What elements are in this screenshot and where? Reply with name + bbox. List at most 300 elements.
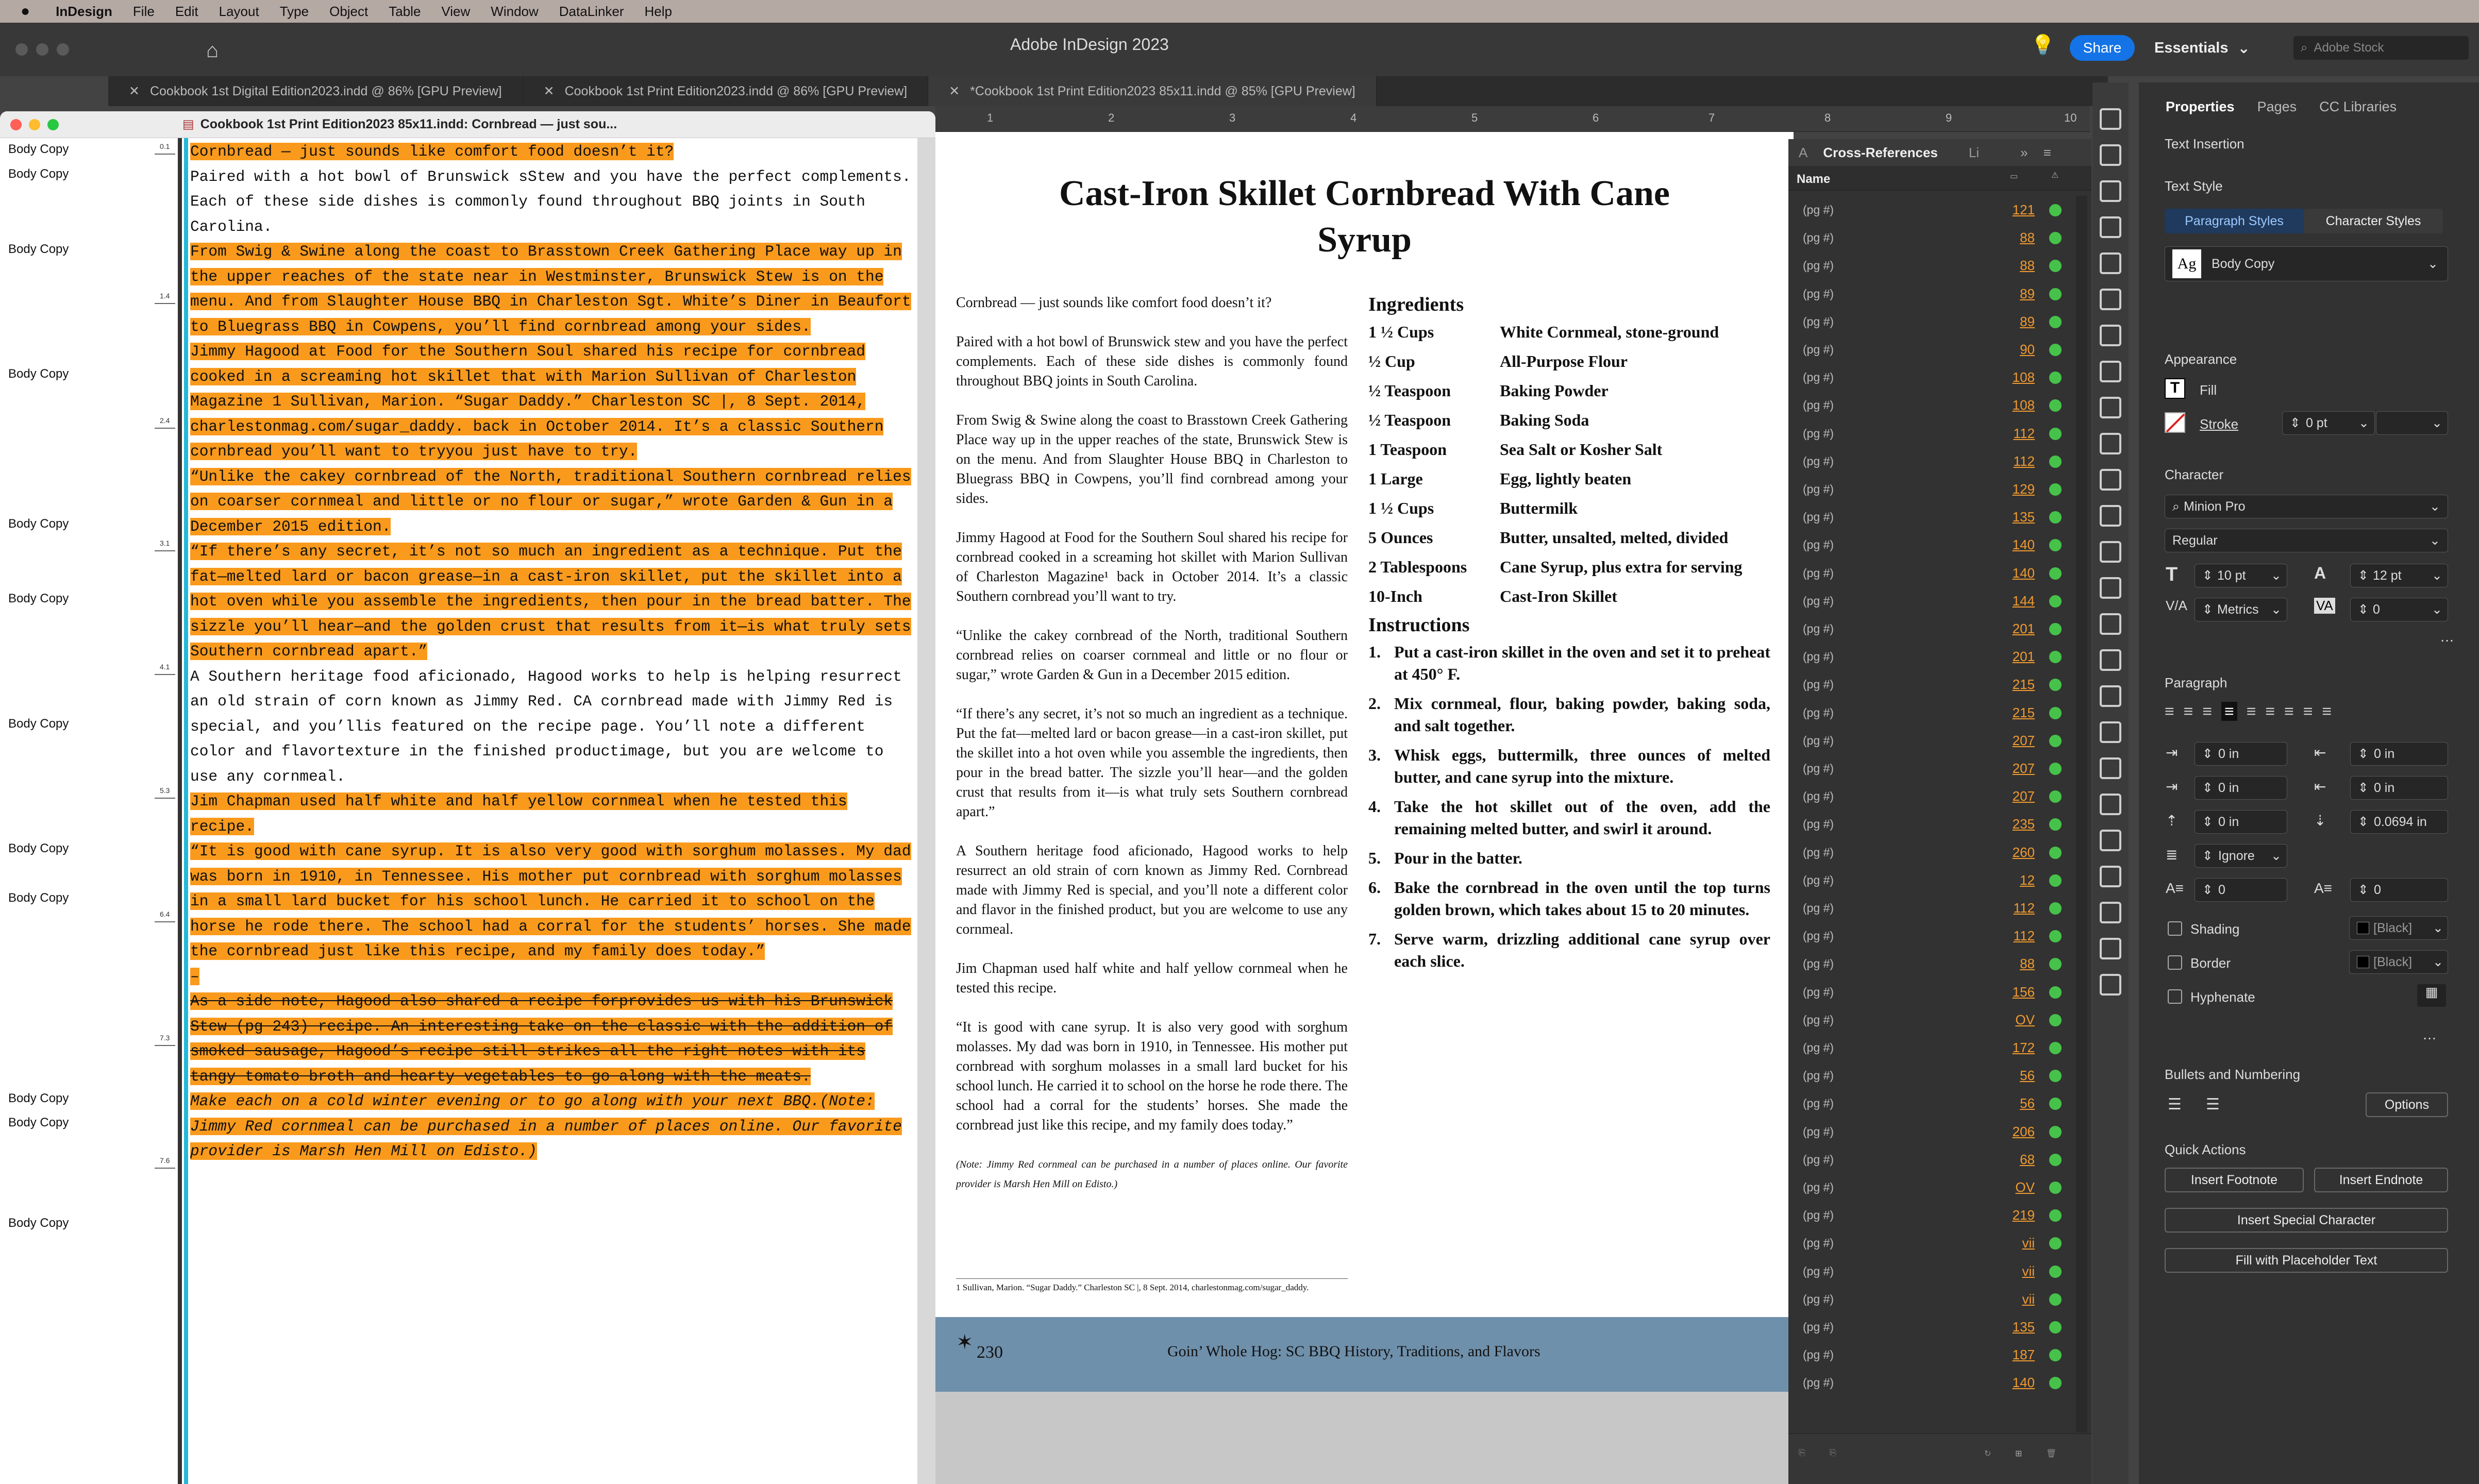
border-checkbox[interactable] [2168, 955, 2182, 970]
new-icon[interactable]: ⊞ [2015, 1449, 2022, 1458]
menu-datalinker[interactable]: DataLinker [559, 3, 624, 19]
story-paragraph-text: – [190, 967, 199, 985]
xref-page-link[interactable]: 207 [2012, 788, 2035, 804]
trash-icon[interactable]: 🗑 [2046, 1449, 2057, 1458]
home-icon[interactable]: ⌂ [206, 39, 219, 62]
xref-scrollbar[interactable] [2076, 196, 2087, 1432]
drop-cap-lines-icon: A≡ [2166, 880, 2184, 896]
name-column-label: Name [1797, 172, 1831, 186]
stock-placeholder: Adobe Stock [2314, 41, 2384, 55]
share-button[interactable]: Share [2070, 35, 2135, 61]
xref-row[interactable] [1788, 866, 2074, 895]
chevron-down-icon: ⌄ [2271, 568, 2282, 583]
stroke-icon[interactable] [2100, 180, 2121, 202]
xref-page-link[interactable]: 121 [2012, 202, 2035, 217]
xref-page-link[interactable]: 112 [2013, 928, 2035, 944]
stepper-icon[interactable]: ⇕ [2358, 781, 2369, 795]
status-ok-icon [2049, 399, 2062, 412]
body-paragraph: Paired with a hot bowl of Brunswick stew and you have the perfect complements. Each of these side dishes is commonly found throughout BBQ joints in South Carolina. [956, 334, 1348, 389]
space-before: 0 in [2218, 814, 2239, 829]
drop-cap-chars: 0 [2373, 882, 2381, 897]
depth-mark: 5.3 [160, 786, 170, 795]
xref-row[interactable] [1788, 1034, 2074, 1063]
xref-row[interactable] [1788, 810, 2074, 839]
more-options-icon[interactable]: … [2422, 1026, 2437, 1042]
align-grid-dropdown[interactable] [2195, 844, 2287, 868]
xref-row[interactable] [1788, 1313, 2074, 1342]
xref-page-link[interactable]: 88 [2020, 230, 2035, 246]
xref-page-link[interactable]: 201 [2012, 649, 2035, 665]
drop-cap-chars-field[interactable] [2350, 878, 2448, 902]
align-icon[interactable] [2100, 433, 2121, 454]
space-before-field[interactable] [2195, 810, 2287, 834]
xref-row[interactable] [1788, 559, 2074, 588]
xref-page-link[interactable]: 88 [2020, 258, 2035, 274]
xref-row[interactable] [1788, 308, 2074, 336]
instruction-step [1368, 847, 1770, 869]
xref-page-link[interactable]: OV [2015, 1011, 2035, 1027]
stepper-icon[interactable]: ⇕ [2290, 416, 2301, 430]
xref-row[interactable] [1788, 503, 2074, 532]
xref-row[interactable] [1788, 1257, 2074, 1286]
fill-placeholder-button[interactable]: Fill with Placeholder Text [2165, 1248, 2448, 1273]
xref-page-link[interactable]: 108 [2012, 369, 2035, 385]
xref-page-link[interactable]: 90 [2020, 342, 2035, 357]
xref-label: (pg #) [1803, 1152, 1834, 1166]
xref-row[interactable] [1788, 224, 2074, 252]
drop-cap-lines-field[interactable] [2195, 878, 2287, 902]
xref-page-link[interactable]: 89 [2020, 285, 2035, 301]
close-icon[interactable]: ✕ [543, 84, 555, 98]
numbered-list-icon[interactable]: ☰ [2206, 1096, 2220, 1113]
xref-row[interactable] [1788, 782, 2074, 811]
xref-label: (pg #) [1803, 482, 1834, 496]
story-paragraph-text: “If there’s any secret, it’s not so much an ingredient as a technique. Put the fat—melted lard or bacon grease—in a cast-iron skillet, put the skillet into a hot oven while you assemble the ingredients, then pour in the bread batter. The sizzle you’ll hear—and the golden crust that results from it—is what truly sets Southern cornbread apart.” [190, 543, 911, 660]
step-number: 2. [1368, 694, 1381, 713]
xref-row[interactable] [1788, 615, 2074, 644]
ingredient-item: Buttermilk [1500, 499, 1578, 517]
refresh-icon[interactable]: ↻ [1984, 1449, 1991, 1458]
stepper-icon[interactable]: ⇕ [2202, 602, 2213, 617]
cell-styles-icon[interactable] [2100, 757, 2121, 779]
close-icon[interactable]: ✕ [949, 84, 960, 98]
xref-row[interactable] [1788, 643, 2074, 671]
story-paragraph-text: As a side note, Hagood also shared a recipe forprovides us with his Brunswick Stew (pg 243) recipe. An interesting take on the classic with the addition of smoked sausage, Hagood’s recipe still strikes all the right notes with its tangy tomato broth and hearty vegetables to go along with the meats. [190, 992, 893, 1085]
xref-page-link[interactable]: 112 [2013, 453, 2035, 469]
xref-page-link[interactable]: 135 [2012, 509, 2035, 525]
xref-row[interactable] [1788, 1089, 2074, 1118]
more-options-icon[interactable]: … [2440, 629, 2454, 645]
track-changes-icon[interactable] [2100, 902, 2121, 923]
xref-page-link[interactable]: 112 [2013, 425, 2035, 441]
xref-page-link[interactable]: vii [2022, 1263, 2035, 1279]
character-styles-toggle[interactable]: Character Styles [2304, 209, 2443, 233]
stepper-icon[interactable]: ⇕ [2358, 815, 2369, 829]
first-line-indent-field[interactable] [2195, 776, 2287, 800]
xref-row[interactable] [1788, 1006, 2074, 1035]
text-wrap-icon[interactable] [2100, 397, 2121, 418]
page-bottom-bleed [935, 1392, 1794, 1484]
xref-row[interactable] [1788, 1229, 2074, 1258]
align-spine-icon[interactable]: ≡ [2303, 702, 2313, 720]
close-dot[interactable] [10, 119, 22, 130]
space-after-field[interactable] [2350, 810, 2448, 834]
app-title: Adobe InDesign 2023 [1010, 35, 1169, 54]
menu-object[interactable]: Object [329, 3, 368, 19]
justify-center-icon[interactable]: ≡ [2246, 702, 2256, 720]
character-styles-icon[interactable] [2100, 505, 2121, 527]
tab-cross-references[interactable]: Cross-References [1823, 144, 1938, 160]
xref-row[interactable] [1788, 699, 2074, 728]
leading-field[interactable] [2350, 564, 2448, 587]
lightbulb-icon[interactable]: 💡 [2031, 35, 2055, 56]
last-line-indent: 0 in [2373, 780, 2395, 795]
stepper-icon[interactable]: ⇕ [2202, 849, 2213, 863]
recipe-frame[interactable] [1368, 292, 1770, 980]
stepper-icon[interactable]: ⇕ [2358, 568, 2369, 583]
story-paragraph [190, 164, 915, 240]
story-paragraph-text: Cornbread — just sounds like comfort food doesn’t it? [190, 143, 674, 160]
xref-row[interactable] [1788, 950, 2074, 979]
scripts-icon[interactable] [2100, 866, 2121, 887]
xref-page-link[interactable]: OV [2015, 1179, 2035, 1195]
xref-page-link[interactable]: vii [2022, 1235, 2035, 1251]
xref-row[interactable] [1788, 419, 2074, 448]
status-ok-icon [2049, 1209, 2062, 1222]
style-label: Body Copy [8, 517, 69, 531]
font-family-dropdown[interactable] [2165, 495, 2448, 518]
status-ok-icon [2049, 428, 2062, 440]
tab-print-edition[interactable] [523, 76, 929, 106]
xref-row[interactable] [1788, 727, 2074, 755]
links-icon[interactable] [2100, 144, 2121, 166]
ingredient-row [1368, 435, 1770, 464]
stepper-icon[interactable]: ⇕ [2202, 781, 2213, 795]
menu-help[interactable]: Help [644, 3, 672, 19]
right-indent: 0 in [2373, 746, 2395, 761]
xref-row[interactable] [1788, 280, 2074, 309]
conditional-text-icon[interactable] [2100, 974, 2121, 996]
story-text-area[interactable] [188, 138, 915, 1484]
story-paragraph [190, 789, 915, 839]
stock-search[interactable] [2293, 36, 2469, 60]
shading-color-dropdown[interactable] [2349, 916, 2448, 940]
xref-page-link[interactable]: 215 [2012, 704, 2035, 720]
menu-view[interactable]: View [441, 3, 471, 19]
body-paragraph: “Unlike the cakey cornbread of the North, traditional Southern cornbread relies on coarser cornmeal and little or no flour or sugar,” wrote Garden & Gun in a December 2015 edition. [956, 628, 1348, 683]
xref-row[interactable] [1788, 922, 2074, 951]
layout-page[interactable] [935, 132, 1794, 1484]
footer-title: Goin’ Whole Hog: SC BBQ History, Traditions, and Flavors [1167, 1343, 1540, 1360]
xref-page-link[interactable]: 144 [2012, 593, 2035, 609]
tab-pages[interactable]: Pages [2257, 98, 2297, 114]
xref-label: (pg #) [1803, 1264, 1834, 1278]
xref-page-link[interactable]: 206 [2012, 1123, 2035, 1139]
xref-row[interactable] [1788, 1118, 2074, 1146]
status-ok-icon [2049, 1182, 2062, 1194]
minimize-dot[interactable] [29, 119, 40, 130]
link-icon[interactable]: ⎘ [1799, 1448, 1805, 1457]
font-style-dropdown[interactable] [2165, 529, 2448, 552]
tab-properties[interactable]: Properties [2166, 98, 2235, 114]
menu-file[interactable]: File [132, 3, 155, 19]
xref-page-link[interactable]: 12 [2020, 872, 2035, 888]
xref-page-link[interactable]: 140 [2012, 565, 2035, 581]
xref-page-link[interactable]: 201 [2012, 621, 2035, 636]
xref-page-link[interactable]: 140 [2012, 537, 2035, 553]
xref-label: (pg #) [1803, 650, 1834, 664]
last-line-indent-icon: ⇤ [2314, 779, 2326, 795]
xref-row[interactable] [1788, 1369, 2074, 1397]
justify-all-icon[interactable]: ≡ [2284, 702, 2294, 720]
layers-icon[interactable] [2100, 108, 2121, 130]
minimize-dot[interactable] [36, 43, 48, 56]
panel-menu-icon[interactable]: ≡ [2043, 144, 2051, 160]
kerning-field[interactable] [2195, 598, 2287, 621]
font-style: Regular [2172, 533, 2218, 548]
ingredient-row [1368, 523, 1770, 552]
justify-right-icon[interactable]: ≡ [2265, 702, 2275, 720]
panel-expand-icon[interactable]: » [2020, 144, 2028, 160]
spellcheck-icon[interactable] [2100, 794, 2121, 815]
zoom-dot[interactable] [47, 119, 59, 130]
xref-page-link[interactable]: 68 [2020, 1151, 2035, 1167]
gutter-divider [178, 138, 182, 1484]
stroke-swatch[interactable] [2165, 412, 2185, 433]
style-label: Body Copy [8, 1116, 69, 1129]
xref-row[interactable] [1788, 335, 2074, 364]
datalinker-icon[interactable] [2100, 938, 2121, 959]
insert-endnote-button[interactable]: Insert Endnote [2314, 1168, 2448, 1192]
status-ok-icon [2049, 930, 2062, 942]
chevron-down-icon: ⌄ [2237, 40, 2250, 57]
cc-libraries-icon[interactable] [2100, 361, 2121, 382]
font-size-field[interactable] [2195, 564, 2287, 587]
insert-footnote-button[interactable]: Insert Footnote [2165, 1168, 2304, 1192]
ingredient-row [1368, 317, 1770, 347]
xref-page-link[interactable]: 187 [2012, 1347, 2035, 1363]
xref-label: (pg #) [1803, 454, 1834, 468]
xref-row[interactable] [1788, 1061, 2074, 1090]
ingredient-amount: 1 Large [1368, 469, 1423, 488]
story-scrollbar[interactable] [917, 138, 935, 1484]
xref-page-link[interactable]: 207 [2012, 761, 2035, 776]
xref-row[interactable] [1788, 251, 2074, 280]
menu-type[interactable]: Type [279, 3, 309, 19]
xref-page-link[interactable]: 207 [2012, 732, 2035, 748]
menu-edit[interactable]: Edit [175, 3, 198, 19]
tab-a[interactable]: A [1799, 144, 1808, 160]
xref-label: (pg #) [1803, 957, 1834, 971]
chevron-down-icon: ⌄ [2432, 602, 2442, 617]
close-icon[interactable]: ✕ [129, 84, 140, 98]
bulleted-list-icon[interactable]: ☰ [2168, 1096, 2182, 1113]
stepper-icon[interactable]: ⇕ [2358, 602, 2369, 617]
tabs-icon[interactable] [2100, 649, 2121, 671]
props-tabs [2139, 93, 2479, 121]
align-away-icon[interactable]: ≡ [2322, 702, 2332, 720]
body-paragraph: Jimmy Hagood at Food for the Southern Soul shared his recipe for cornbread cooked in a screaming hot skillet with Marion Sullivan of Charleston Magazine¹ back in October 2014. It’s a classic Southern cornbread you’ll want to try. [956, 530, 1348, 604]
xref-page-link[interactable]: 260 [2012, 844, 2035, 860]
xref-row[interactable] [1788, 196, 2074, 225]
stroke-weight-field[interactable] [2282, 411, 2375, 435]
xref-page-link[interactable]: 108 [2012, 397, 2035, 413]
stepper-icon[interactable]: ⇕ [2202, 568, 2213, 583]
xref-page-link[interactable]: 235 [2012, 816, 2035, 832]
stroke-label[interactable]: Stroke [2200, 416, 2239, 432]
text-style-heading: Text Style [2165, 178, 2223, 194]
xref-row[interactable] [1788, 1201, 2074, 1230]
tracking-field[interactable] [2350, 598, 2448, 621]
style-dropdown[interactable] [2165, 246, 2448, 281]
status-ok-icon [2049, 651, 2062, 663]
step-text: Put a cast-iron skillet in the oven and set it to preheat at 450° F. [1394, 643, 1770, 683]
ingredient-item: Baking Soda [1500, 411, 1589, 429]
story-editor-window[interactable] [0, 111, 935, 1484]
right-indent-field[interactable] [2350, 742, 2448, 766]
color-icon[interactable] [2100, 252, 2121, 274]
stepper-icon[interactable]: ⇕ [2358, 883, 2369, 897]
align-center-icon[interactable]: ≡ [2183, 702, 2193, 720]
tab-print-85x11[interactable] [928, 76, 1377, 106]
xref-row[interactable] [1788, 475, 2074, 504]
instructions-heading: Instructions [1368, 614, 1470, 636]
xref-row[interactable] [1788, 587, 2074, 616]
apple-icon[interactable]: ● [21, 3, 30, 20]
link-icon[interactable]: ⎘ [1830, 1448, 1836, 1457]
align-right-icon[interactable]: ≡ [2202, 702, 2213, 720]
paragraph-styles-toggle[interactable]: Paragraph Styles [2165, 209, 2304, 233]
table-icon[interactable] [2100, 721, 2121, 743]
xref-column-header [1788, 166, 2091, 191]
tab-cc-libraries[interactable]: CC Libraries [2319, 98, 2397, 114]
fill-label: Fill [2200, 382, 2217, 398]
xref-label: (pg #) [1803, 873, 1834, 887]
menu-indesign[interactable]: InDesign [56, 3, 112, 19]
body-paragraph: “It is good with cane syrup. It is also very good with sorghum molasses. My dad was born in 1910, in Tennessee. His mother put cornbread with sorghum molasses in a small lard bucket for his school lunch. He carried it to school on the horse he rode there. The school had a corral for the students’ horses. She made the cornbread just like this recipe, and my family does today.” [956, 1019, 1348, 1133]
xref-row[interactable] [1788, 754, 2074, 783]
xref-row[interactable] [1788, 670, 2074, 699]
swatches-icon[interactable] [2100, 216, 2121, 238]
justify-left-icon[interactable]: ≡ [2221, 702, 2237, 721]
right-indent-icon: ⇤ [2314, 745, 2326, 761]
xref-page-link[interactable]: 172 [2012, 1040, 2035, 1055]
xref-row[interactable] [1788, 978, 2074, 1007]
xref-row[interactable] [1788, 447, 2074, 476]
xref-row[interactable] [1788, 1285, 2074, 1314]
ingredient-amount: ½ Cup [1368, 352, 1415, 370]
black-swatch [2357, 956, 2369, 968]
ingredient-item: Butter, unsalted, melted, divided [1500, 528, 1729, 547]
xref-row[interactable] [1788, 363, 2074, 392]
index-icon[interactable] [2100, 830, 2121, 851]
ingredient-row [1368, 347, 1770, 376]
ingredient-item: All-Purpose Flour [1500, 352, 1628, 370]
status-ok-icon [2049, 1321, 2062, 1334]
xref-row[interactable] [1788, 1341, 2074, 1370]
insert-special-character-button[interactable]: Insert Special Character [2165, 1208, 2448, 1233]
tab-li[interactable]: Li [1968, 144, 1980, 160]
xref-page-link[interactable]: vii [2022, 1291, 2035, 1307]
xref-page-link[interactable]: 89 [2020, 313, 2035, 329]
stepper-icon[interactable]: ⇕ [2358, 747, 2369, 761]
ingredient-item: Sea Salt or Kosher Salt [1500, 440, 1663, 459]
xref-label: (pg #) [1803, 259, 1834, 273]
xref-row[interactable] [1788, 531, 2074, 560]
status-ok-icon [2049, 260, 2062, 272]
xref-page-link[interactable]: 219 [2012, 1207, 2035, 1223]
fill-swatch[interactable]: T [2165, 378, 2185, 399]
kerning: Metrics [2217, 602, 2259, 617]
body-text-frame[interactable] [956, 293, 1348, 1213]
xref-page-link[interactable]: 156 [2012, 984, 2035, 1000]
xref-label: (pg #) [1803, 566, 1834, 580]
glyphs-icon[interactable] [2100, 577, 2121, 599]
object-styles-icon[interactable] [2100, 685, 2121, 707]
workspace-switcher[interactable] [2154, 35, 2278, 61]
grid-icon[interactable]: ▦ [2417, 984, 2446, 1007]
style-gutter [0, 138, 183, 1484]
stroke-type-dropdown[interactable] [2376, 411, 2448, 435]
xref-row[interactable] [1788, 391, 2074, 420]
status-ok-icon [2049, 1154, 2062, 1166]
stepper-icon[interactable]: ⇕ [2202, 815, 2213, 829]
xref-page-link[interactable]: 88 [2020, 956, 2035, 972]
paragraph-styles-icon[interactable] [2100, 541, 2121, 563]
xref-page-link[interactable]: 129 [2012, 481, 2035, 497]
stepper-icon[interactable]: ⇕ [2202, 883, 2213, 897]
zoom-dot[interactable] [57, 43, 69, 56]
xref-label: (pg #) [1803, 817, 1834, 831]
xref-row[interactable] [1788, 1145, 2074, 1174]
xref-row[interactable] [1788, 838, 2074, 867]
xref-page-link[interactable]: 140 [2012, 1375, 2035, 1391]
menu-layout[interactable]: Layout [219, 3, 259, 19]
gradient-icon[interactable] [2100, 289, 2121, 310]
last-line-indent-field[interactable] [2350, 776, 2448, 800]
stepper-icon[interactable]: ⇕ [2202, 747, 2213, 761]
close-dot[interactable] [15, 43, 28, 56]
xref-label: (pg #) [1803, 538, 1834, 552]
xref-row[interactable] [1788, 894, 2074, 923]
xref-page-link[interactable]: 112 [2013, 900, 2035, 916]
left-indent-field[interactable] [2195, 742, 2287, 766]
xref-row[interactable] [1788, 1173, 2074, 1202]
shading-checkbox[interactable] [2168, 921, 2182, 936]
hyphenate-checkbox[interactable] [2168, 989, 2182, 1004]
ingredient-item: Egg, lightly beaten [1500, 469, 1632, 488]
window-controls [15, 43, 69, 56]
bullets-options-button[interactable]: Options [2366, 1092, 2448, 1117]
align-left-icon[interactable]: ≡ [2165, 702, 2174, 720]
xref-page-link[interactable]: 215 [2012, 677, 2035, 693]
ruler-number: 9 [1946, 111, 1952, 124]
story-icon[interactable] [2100, 613, 2121, 635]
tab-digital-edition[interactable] [108, 76, 523, 106]
menu-table[interactable]: Table [389, 3, 421, 19]
page-number: 230 [977, 1343, 1003, 1362]
workspace-label: Essentials [2154, 39, 2229, 56]
effects-icon[interactable] [2100, 325, 2121, 346]
xref-page-link[interactable]: 56 [2020, 1068, 2035, 1084]
xref-page-link[interactable]: 135 [2012, 1319, 2035, 1335]
border-color-dropdown[interactable] [2349, 950, 2448, 974]
ruler-number: 6 [1593, 111, 1599, 124]
xref-page-link[interactable]: 56 [2020, 1095, 2035, 1111]
menu-window[interactable]: Window [491, 3, 539, 19]
status-ok-icon [2049, 818, 2062, 831]
pathfinder-icon[interactable] [2100, 469, 2121, 491]
